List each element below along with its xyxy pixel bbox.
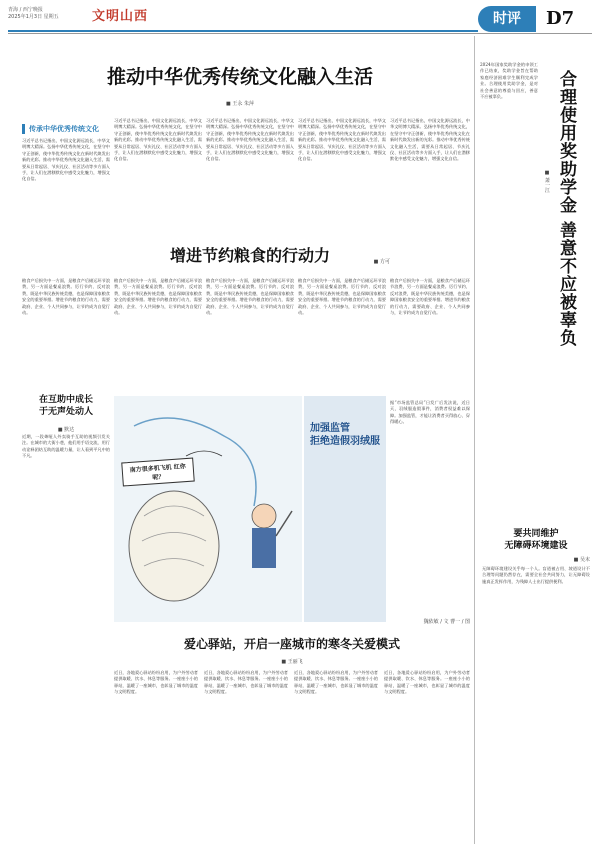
article2-body-col1: 粮食产后损失中一方面，是粮食产后储运环节浪费，另一方面是餐桌浪费。厉行节约、反对浪费，既是中华民族传统美德，也是保障国家粮食安全的重要举措。增进节约粮食的行动力，需要政府、企业、个人共同参与，让节约成为自觉行动。 [22, 278, 110, 316]
column-divider [474, 36, 475, 844]
article5-body: 无障碍环境建设关乎每一个人。盲道被占用、坡道设计不合理等问题仍然存在，需要全社会共同努力，让无障碍设施真正发挥作用，为残障人士出行提供便利。 [482, 566, 590, 584]
article4-headline: 爱心驿站，开启一座城市的寒冬关爱模式 [183, 637, 400, 651]
brand-logo: 文明山西 [92, 9, 149, 24]
illustration-panel [304, 396, 386, 622]
page-number: D7 [546, 8, 575, 29]
speech-bubble: 南方很多机飞机 红你呢？ [121, 458, 194, 487]
article3-headline: 在互助中成长 于无声处动人 [38, 395, 93, 417]
lead-byline: ■ 王永 朱萍 [226, 101, 254, 107]
illustration-title: 加强监管 拒绝造假羽绒服 [310, 423, 380, 447]
article4-body-col4: 近日，各地爱心驿站纷纷启用，为户外劳动者提供取暖、饮水、休息等服务。一座座小小的驿站，温暖了一座城市，也彰显了城市的温度与文明程度。 [384, 670, 470, 695]
lead-body-col1: 习近平总书记指出，中国文化源远流长，中华文明博大精深。弘扬中华优秀传统文化，在坚守中守正创新，使中华优秀传统文化在新时代焕发出新的光彩。推动中华优秀传统文化融入生活，需要从日常起居、节庆礼仪、社区活动等多方面入手，让人们在潜移默化中感受文化魅力，增强文化自信。 [22, 138, 110, 182]
masthead-date: 2025年1月3日 星期五 [8, 14, 59, 20]
masthead-paper: 青海 / 西宁晚报 [8, 7, 43, 13]
illustration-credit: 魏依敏 / 文 曹一 / 图 [423, 619, 470, 625]
illustration-caption: 据“市场监管总局”日发广后发法说，近日天，羽绒服造假事件，消费者权益难以保障。加强监管，才能让消费者买得放心、穿得暖心。 [390, 400, 470, 425]
lead-body-col3: 习近平总书记指出，中国文化源远流长，中华文明博大精深。弘扬中华优秀传统文化，在坚守中守正创新，使中华优秀传统文化在新时代焕发出新的光彩。推动中华优秀传统文化融入生活，需要从日常起居、节庆礼仪、社区活动等多方面入手，让人们在潜移默化中感受文化魅力，增强文化自信。 [206, 118, 294, 162]
article4-byline: ■ 王丽飞 [281, 659, 303, 665]
cartoon-illustration [114, 396, 302, 622]
sidebar-body: 2024年国家奖助学金的申领工作已结束，奖助学金旨在帮助家庭经济困难学生顺利完成学业。合理使用奖助学金，是对社会善意的尊重与回应，善意不应被辜负。 [480, 62, 538, 100]
lead-column-label: 传承中华优秀传统文化 [22, 124, 99, 134]
article5-headline: 要共同维护 无障碍环境建设 [504, 529, 568, 551]
lead-headline: 推动中华优秀传统文化融入生活 [106, 66, 373, 88]
article2-body-col3: 粮食产后损失中一方面，是粮食产后储运环节浪费，另一方面是餐桌浪费。厉行节约、反对浪费，既是中华民族传统美德，也是保障国家粮食安全的重要举措。增进节约粮食的行动力，需要政府、企业、个人共同参与，让节约成为自觉行动。 [206, 278, 294, 316]
article4-body-col1: 近日，各地爱心驿站纷纷启用，为户外劳动者提供取暖、饮水、休息等服务。一座座小小的驿站，温暖了一座城市，也彰显了城市的温度与文明程度。 [114, 670, 198, 695]
article2-headline: 增进节约粮食的行动力 [169, 246, 330, 265]
masthead-rule [8, 30, 478, 32]
article4-body-col2: 近日，各地爱心驿站纷纷启用，为户外劳动者提供取暖、饮水、休息等服务。一座座小小的驿站，温暖了一座城市，也彰显了城市的温度与文明程度。 [204, 670, 288, 695]
lead-body-col2: 习近平总书记指出，中国文化源远流长，中华文明博大精深。弘扬中华优秀传统文化，在坚守中守正创新，使中华优秀传统文化在新时代焕发出新的光彩。推动中华优秀传统文化融入生活，需要从日常起居、节庆礼仪、社区活动等多方面入手，让人们在潜移默化中感受文化魅力，增强文化自信。 [114, 118, 202, 162]
sidebar-byline: ■ 萧一江 [544, 170, 550, 193]
article4-body-col3: 近日，各地爱心驿站纷纷启用，为户外劳动者提供取暖、饮水、休息等服务。一座座小小的驿站，温暖了一座城市，也彰显了城市的温度与文明程度。 [294, 670, 378, 695]
section-badge: 时评 [478, 6, 536, 32]
article2-body-col5: 粮食产后损失中一方面，是粮食产后储运环节浪费，另一方面是餐桌浪费。厉行节约、反对浪费，既是中华民族传统美德，也是保障国家粮食安全的重要举措。增进节约粮食的行动力，需要政府、企业、个人共同参与，让节约成为自觉行动。 [390, 278, 470, 316]
article3-body: 近期，一段聋哑人外卖骑手互助的视频引发关注。在城市的大街小巷，他们用手语交流，用行动诠释团结互助的温暖力量，让人看到平凡中的不凡。 [22, 434, 110, 459]
article3-byline: ■ 默达 [57, 427, 75, 433]
cartoon-drawing [114, 396, 302, 622]
article2-byline: ■ 方可 [373, 259, 390, 265]
article2-body-col2: 粮食产后损失中一方面，是粮食产后储运环节浪费，另一方面是餐桌浪费。厉行节约、反对浪费，既是中华民族传统美德，也是保障国家粮食安全的重要举措。增进节约粮食的行动力，需要政府、企业、个人共同参与，让节约成为自觉行动。 [114, 278, 202, 316]
masthead-thin-rule [8, 33, 592, 34]
lead-body-col5: 习近平总书记指出，中国文化源远流长，中华文明博大精深。弘扬中华优秀传统文化，在坚守中守正创新，使中华优秀传统文化在新时代焕发出新的光彩。推动中华优秀传统文化融入生活，需要从日常起居、节庆礼仪、社区活动等多方面入手，让人们在潜移默化中感受文化魅力，增强文化自信。 [390, 118, 470, 162]
sidebar-headline: 合理使用奖助学金 善意不应被辜负 [556, 70, 576, 347]
article5-byline: ■ 吴末 [573, 557, 590, 563]
article2-body-col4: 粮食产后损失中一方面，是粮食产后储运环节浪费，另一方面是餐桌浪费。厉行节约、反对浪费，既是中华民族传统美德，也是保障国家粮食安全的重要举措。增进节约粮食的行动力，需要政府、企业、个人共同参与，让节约成为自觉行动。 [298, 278, 386, 316]
lead-body-col4: 习近平总书记指出，中国文化源远流长，中华文明博大精深。弘扬中华优秀传统文化，在坚守中守正创新，使中华优秀传统文化在新时代焕发出新的光彩。推动中华优秀传统文化融入生活，需要从日常起居、节庆礼仪、社区活动等多方面入手，让人们在潜移默化中感受文化魅力，增强文化自信。 [298, 118, 386, 162]
